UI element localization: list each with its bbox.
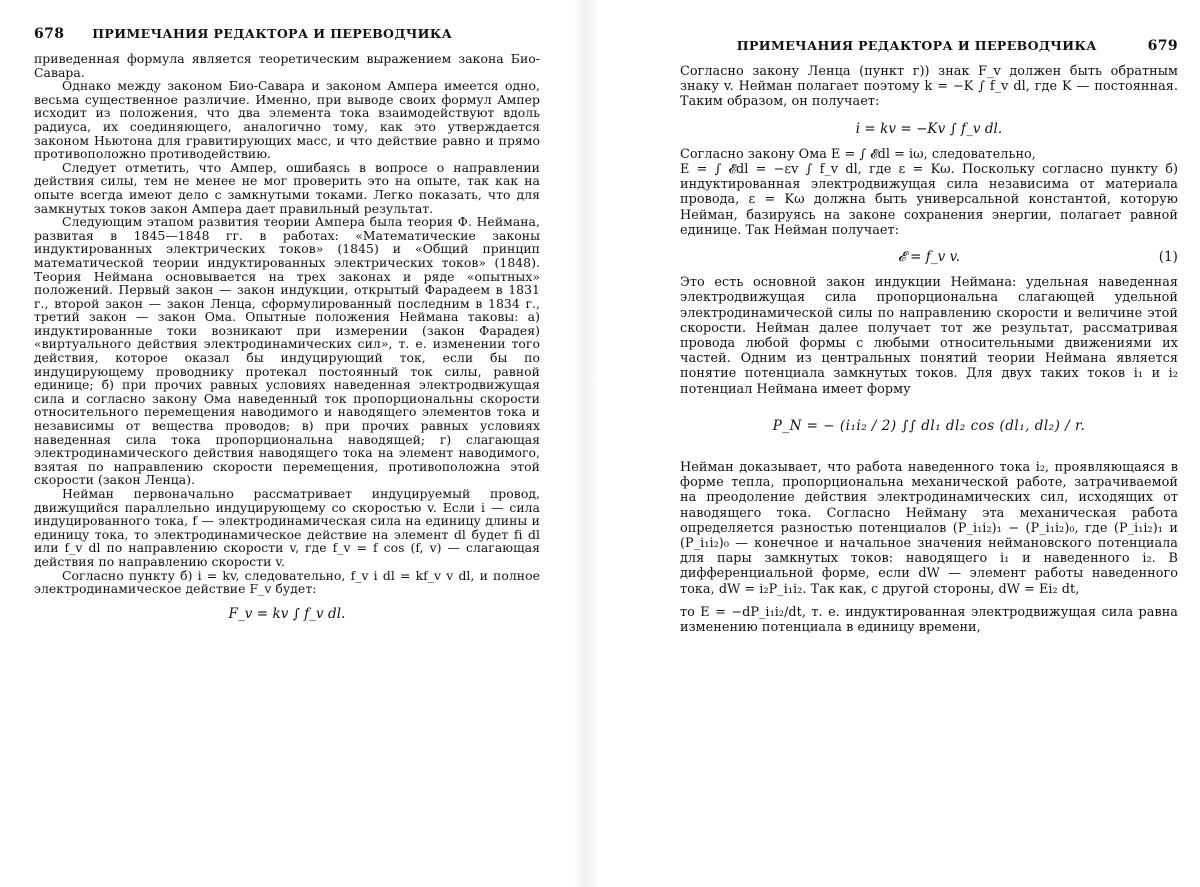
right-formula-emf [680, 250, 1178, 265]
right-page-body [680, 64, 1178, 635]
right-paragraph-1: Согласно закону Ленца (пункт г)) знак F_v должен быть обратным знаку v. Нейман полагает поэтому k = −K ∫ f_v dl, где K — постоянная. Таким образом, он получает: [680, 64, 1178, 110]
left-running-head: ПРИМЕЧАНИЯ РЕДАКТОРА И ПЕРЕВОДЧИКА [92, 26, 453, 41]
right-paragraph-2b: E = ∫ 𝓔dl = −εv ∫ f_v dl, где ε = Kω. Поскольку согласно пункту б) индуктированная электродвижущая сила независима от материала провода, ε = Kω должна быть универсальной константой, которую Нейман, базируясь на законе сохранения энергии, полагает равной единице. Так Нейман получает: [680, 162, 1178, 238]
left-page-number: 678 [34, 26, 65, 42]
right-paragraph-2a: Согласно закону Ома E = ∫ 𝓔dl = iω, следовательно, [680, 146, 1036, 162]
left-page-body [34, 52, 540, 621]
left-paragraph-1: приведенная формула является теоретическим выражением закона Био-Савара. [34, 51, 540, 80]
left-paragraph-5: Нейман первоначально рассматривает индуцируемый провод, движущийся параллельно индуцирующему со скоростью v. Если i — сила индуцированного тока, f — электродинамическая сила на единицу длины и единицу тока, то электродинамическое действие на элемент dl будет fi dl или f_v dl по направлению скорости v, где f_v = f cos (f, v) — слагающая действия по направлению скорости v. [34, 486, 540, 569]
right-paragraph-3: Это есть основной закон индукции Неймана: удельная наведенная электродвижущая сила пропорциональна слагающей удельной электродинамической силы по направлению скорости и величине этой скорости. Нейман далее получает тот же результат, рассматривая провода любой формы с любыми относительными движениями их частей. Одним из центральных понятий теории Неймана является понятие потенциала замкнутых токов. Для двух таких токов i₁ и i₂ потенциал Неймана имеет форму [680, 275, 1178, 397]
left-paragraph-4: Следующим этапом развития теории Ампера была теория Ф. Неймана, развитая в 1845—1848 гг. в работах: «Математические законы индуктированных электрических токов» (1845) и «Общий принцип математической теории индуктированных электрических токов» (1848). Теория Неймана основывается на трех законах и ряде «опытных» положений. Первый закон — закон индукции, открытый Фарадеем в 1831 г., второй закон — закон Ленца, сформулированный последним в 1834 г., третий закон — закон Ома. Опытные положения Неймана таковы: а) индуктированные токи возникают при измерении (закон Фарадея) «виртуального действия электродинамических сил», т. е. изменении того действия, которое оказал бы индуцирующий ток, если бы по индуцирующему проводнику протекал постоянный ток силы, равной единице; б) при прочих равных условиях наведенная электродвижущая сила и согласно закону Ома наведенный ток пропорциональны скорости относительного перемещения наводимого и наводящего элементов тока и независимы от вещества проводов; в) при прочих равных условиях наведенная сила тока пропорциональна наводящей; г) слагающая электродинамического действия наводящего тока на элемент наводимого, взятая по направлению скорости перемещения, противоположна этой скорости (закон Ленца). [34, 214, 540, 488]
left-page [0, 0, 570, 887]
left-paragraph-3: Следует отметить, что Ампер, ошибаясь в вопросе о направлении действия силы, тем не менее не мог проверить это на опыте, так как на опыте всегда имеют дело с замкнутыми токами. Легко показать, что для замкнутых токов закон Ампера дает правильный результат. [34, 159, 540, 216]
book-gutter [574, 0, 600, 887]
neumann-potential-formula: P_N = − (i₁i₂ / 2) ∫∫ dl₁ dl₂ cos (dl₁, dl₂) / r. [772, 417, 1086, 434]
right-page-header [680, 38, 1178, 54]
left-paragraph-2: Однако между законом Био-Савара и законом Ампера имеется одно, весьма существенное различие. Именно, при выводе своих формул Ампер исходит из положения, что два элемента тока взаимодействуют вдоль радиуса, их соединяющего, аналогично тому, как это утверждается законом Ньютона для гравитирующих масс, и что действие равно и прямо противоположно противодействию. [34, 78, 540, 162]
left-page-header [34, 26, 540, 42]
right-formula-current: i = kv = −Kv ∫ f_v dl. [855, 120, 1003, 137]
right-page-number: 679 [1147, 38, 1178, 54]
right-page [600, 0, 1200, 887]
emf-formula-text: 𝓔 = f_v v. [897, 249, 961, 266]
right-running-head: ПРИМЕЧАНИЯ РЕДАКТОРА И ПЕРЕВОДЧИКА [736, 38, 1097, 53]
left-formula-force: F_v = kv ∫ f_v dl. [228, 605, 346, 622]
left-paragraph-6: Согласно пункту б) i = kv, следовательно, f_v i dl = kf_v v dl, и полное электродинамическое действие F_v будет: [34, 567, 540, 597]
right-paragraph-4: Нейман доказывает, что работа наведенного тока i₂, проявляющаяся в форме тепла, пропорциональна механической работе, затрачиваемой на преодоление действия электродинамических сил, исходящих от наводящего тока. Согласно Нейману эта механическая работа определяется разностью потенциалов (P_i₁i₂)₁ − (P_i₁i₂)₀, где (P_i₁i₂)₁ и (P_i₁i₂)₀ — конечное и начальное значения неймановского потенциала для пары замкнутых токов: наводящего i₁ и наведенного i₂. В дифференциальной форме, если dW — элемент работы наведенного тока, dW = i₂P_i₁i₂. Так как, с другой стороны, dW = Ei₂ dt, [680, 460, 1178, 597]
equation-number: (1) [1158, 249, 1178, 266]
right-paragraph-5: то E = −dP_i₁i₂/dt, т. е. индуктированная электродвижущая сила равна изменению потенциала в единицу времени, [680, 604, 1178, 636]
